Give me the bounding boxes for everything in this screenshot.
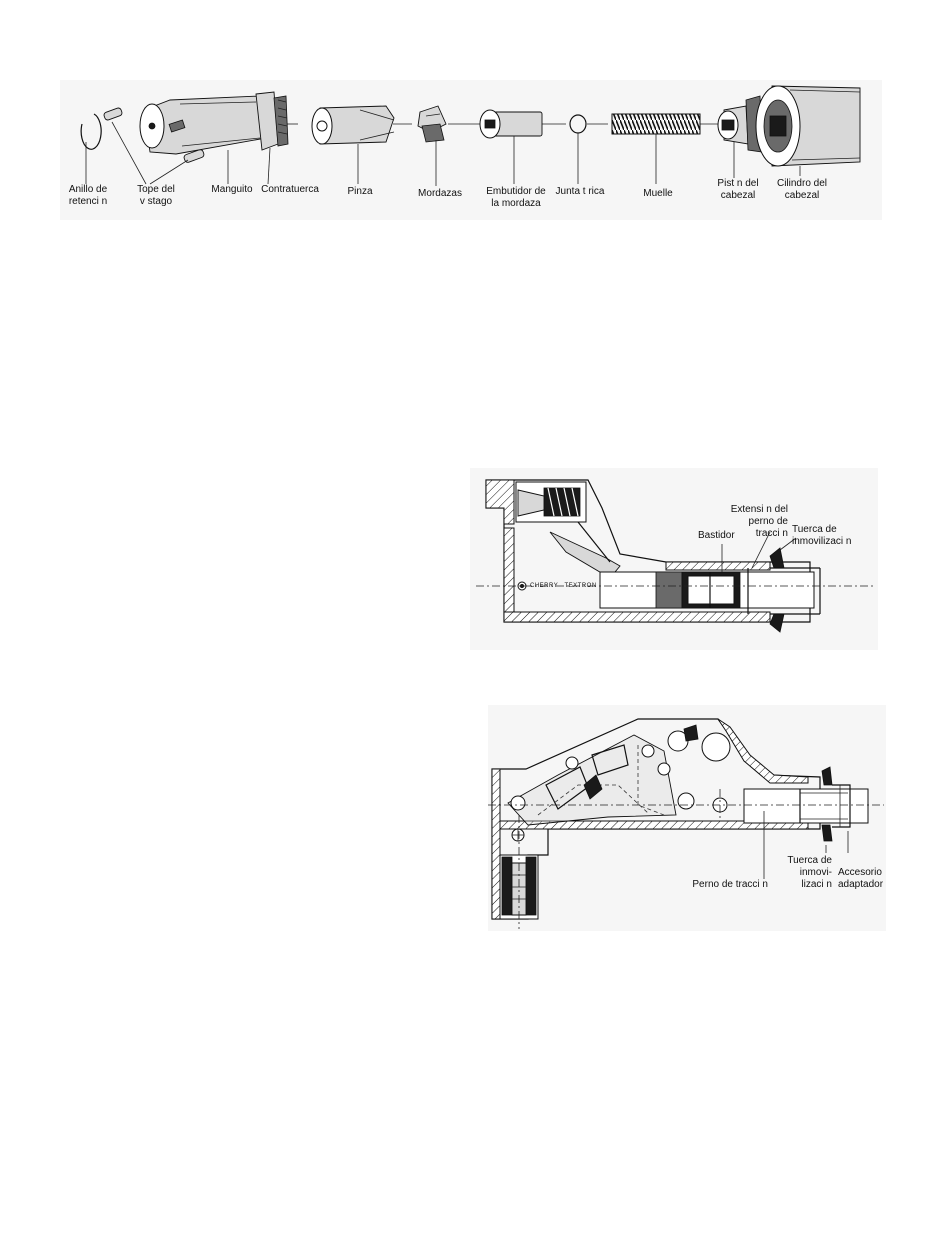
section-view-2-drawing — [488, 705, 886, 931]
label-jaw-pusher: Embutidor de la mordaza — [486, 186, 546, 209]
section-view-1-drawing — [470, 468, 878, 650]
label-collet: Pinza — [347, 186, 373, 197]
label-sleeve: Manguito — [211, 184, 253, 195]
section-view-1-figure — [470, 468, 878, 650]
jaws-part — [418, 106, 446, 142]
label-stem-stop: Tope del v stago — [137, 184, 175, 207]
label-locknut: Contratuerca — [261, 184, 319, 195]
collet-part — [312, 106, 394, 144]
label-adapter-accessory: Accesorio adaptador — [838, 867, 884, 890]
label-spring: Muelle — [643, 188, 673, 199]
label-head-piston: Pist n del cabezal — [717, 178, 759, 201]
sleeve-part — [140, 96, 266, 154]
label-retaining-ring: Anillo de retenci n — [68, 184, 108, 207]
label-jaws: Mordazas — [418, 188, 462, 199]
exploded-view-figure — [60, 80, 882, 220]
o-ring-part — [570, 115, 586, 133]
locknut-part — [256, 92, 288, 150]
head-cylinder-part — [756, 86, 860, 166]
section-view-2-figure — [488, 705, 886, 931]
exploded-view-drawing — [60, 80, 882, 220]
head-piston-part — [718, 96, 762, 152]
retaining-ring-part — [81, 114, 101, 149]
label-head-cylinder: Cilindro del cabezal — [776, 178, 828, 201]
label-pull-bolt: Perno de tracci n — [692, 879, 768, 890]
jaw-pusher-part — [480, 110, 542, 138]
label-locking-nut-2: Tuerca de inmovi- lizaci n — [787, 855, 832, 890]
label-frame: Bastidor — [698, 530, 735, 541]
spring-part — [612, 114, 700, 134]
label-o-ring: Junta t rica — [555, 186, 605, 197]
label-locking-nut-1: Tuerca de inmovilizaci n — [792, 524, 852, 547]
engraving-text: CHERRY TEXTRON — [530, 583, 597, 589]
label-pull-bolt-extension: Extensi n del perno de tracci n — [730, 504, 788, 539]
